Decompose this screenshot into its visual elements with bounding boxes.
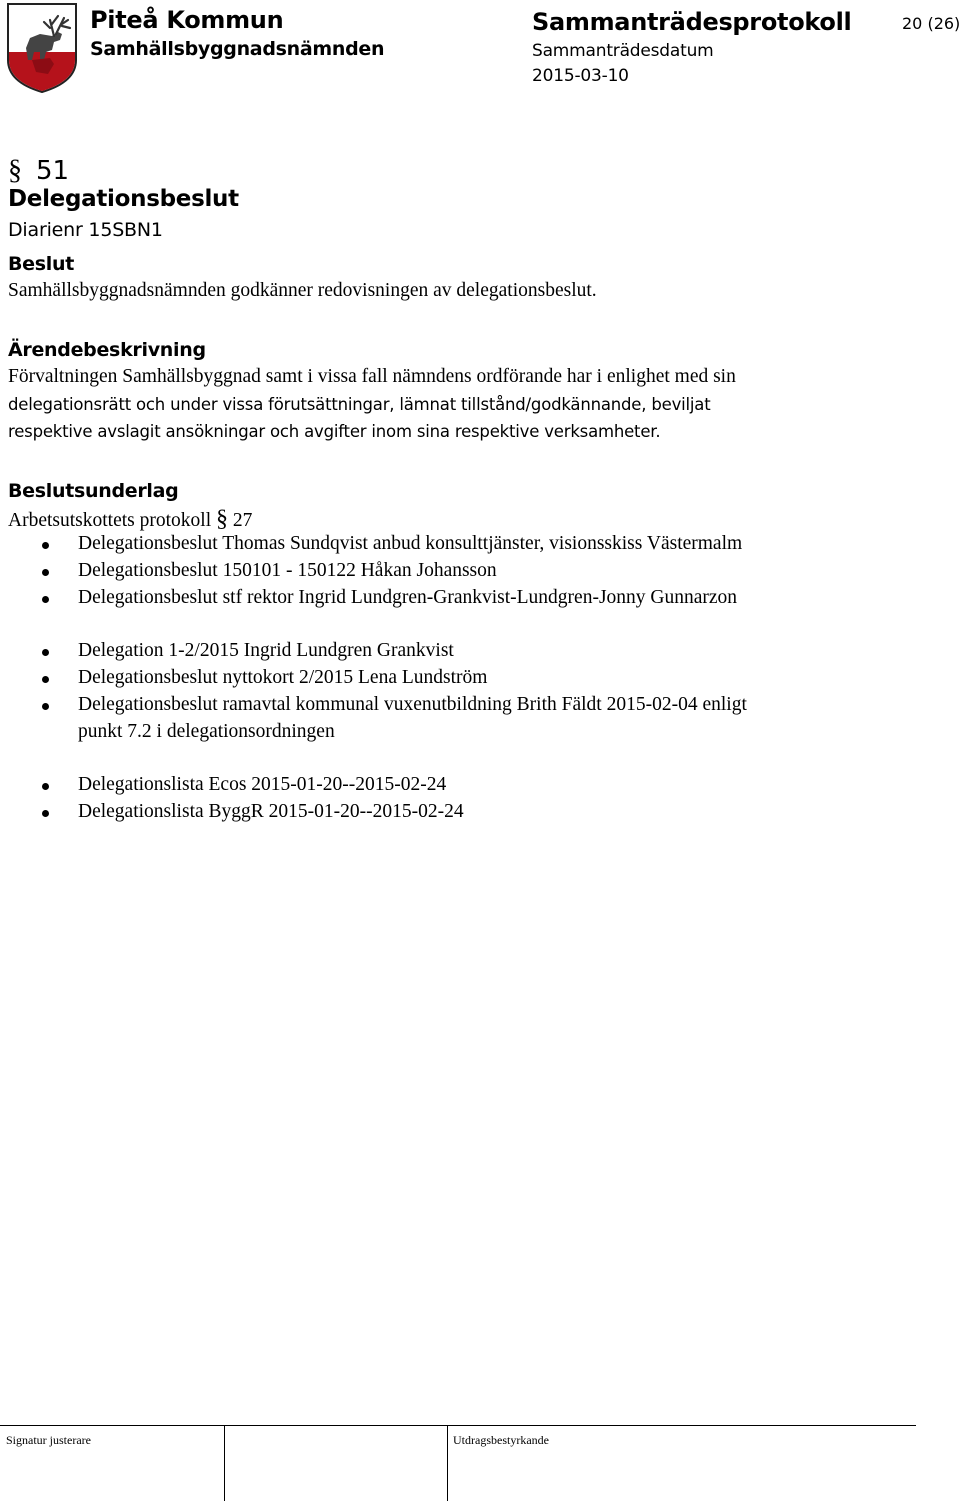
- list-item: Delegationsbeslut nyttokort 2/2015 Lena Lundström: [78, 667, 488, 688]
- footer-divider: [0, 1425, 916, 1426]
- beslutsunderlag-intro: [8, 506, 252, 533]
- bullet-icon: [42, 703, 49, 710]
- beslut-text: Samhällsbyggnadsnämnden godkänner redovisningen av delegationsbeslut.: [8, 280, 597, 301]
- list-item: Delegationsbeslut 150101 - 150122 Håkan Johansson: [78, 560, 497, 581]
- section-number: [8, 155, 69, 187]
- arendebeskrivning-line-2: delegationsrätt och under vissa förutsättningar, lämnat tillstånd/godkännande, beviljat: [8, 395, 711, 414]
- list-item: Delegationsbeslut stf rektor Ingrid Lundgren-Grankvist-Lundgren-Jonny Gunnarzon: [78, 587, 738, 608]
- bullet-icon: [42, 649, 49, 656]
- section-title: Delegationsbeslut: [8, 186, 239, 212]
- utdragsbestyrkande-label: Utdragsbestyrkande: [453, 1433, 549, 1447]
- list-item: Delegationslista ByggR 2015-01-20--2015-02-24: [78, 801, 464, 822]
- footer-column-divider: [447, 1425, 448, 1501]
- arendebeskrivning-line-3: respektive avslagit ansökningar och avgifter inom sina respektive verksamheter.: [8, 422, 661, 441]
- list-item: Delegationsbeslut ramavtal kommunal vuxenutbildning Brith Fäldt 2015-02-04 enligt: [78, 694, 747, 715]
- arendebeskrivning-heading: Ärendebeskrivning: [8, 339, 206, 361]
- bullet-icon: [42, 569, 49, 576]
- page-number: 20 (26): [902, 14, 960, 33]
- arendebeskrivning-line-1: Förvaltningen Samhällsbyggnad samt i vissa fall nämndens ordförande har i enlighet med sin: [8, 366, 736, 387]
- bullet-icon: [42, 596, 49, 603]
- diary-number: Diarienr 15SBN1: [8, 219, 163, 241]
- list-item-continuation: punkt 7.2 i delegationsordningen: [78, 721, 335, 742]
- intro-section-number: 27: [232, 510, 253, 531]
- organization-name: Piteå Kommun: [90, 6, 284, 34]
- section-number-value: 51: [36, 156, 70, 186]
- list-item: Delegationsbeslut Thomas Sundqvist anbud konsulttjänster, visionsskiss Västermalm: [78, 533, 743, 554]
- beslutsunderlag-heading: Beslutsunderlag: [8, 480, 179, 502]
- beslut-heading: Beslut: [8, 253, 74, 275]
- bullet-icon: [42, 783, 49, 790]
- footer-column-divider: [224, 1425, 225, 1501]
- meeting-date: 2015-03-10: [532, 66, 629, 86]
- bullet-icon: [42, 676, 49, 683]
- document-type: Sammanträdesprotokoll: [532, 8, 852, 36]
- meeting-date-label: Sammanträdesdatum: [532, 41, 714, 61]
- department-name: Samhällsbyggnadsnämnden: [90, 38, 385, 60]
- list-item: Delegation 1-2/2015 Ingrid Lundgren Grankvist: [78, 640, 454, 661]
- list-item: Delegationslista Ecos 2015-01-20--2015-02-24: [78, 774, 447, 795]
- intro-text: Arbetsutskottets protokoll: [8, 510, 212, 531]
- bullet-icon: [42, 810, 49, 817]
- section-symbol: §: [8, 155, 22, 186]
- signatur-justerare-label: Signatur justerare: [6, 1433, 91, 1447]
- pitea-coat-of-arms-logo: [6, 2, 78, 94]
- intro-section-symbol: §: [216, 506, 228, 532]
- bullet-icon: [42, 542, 49, 549]
